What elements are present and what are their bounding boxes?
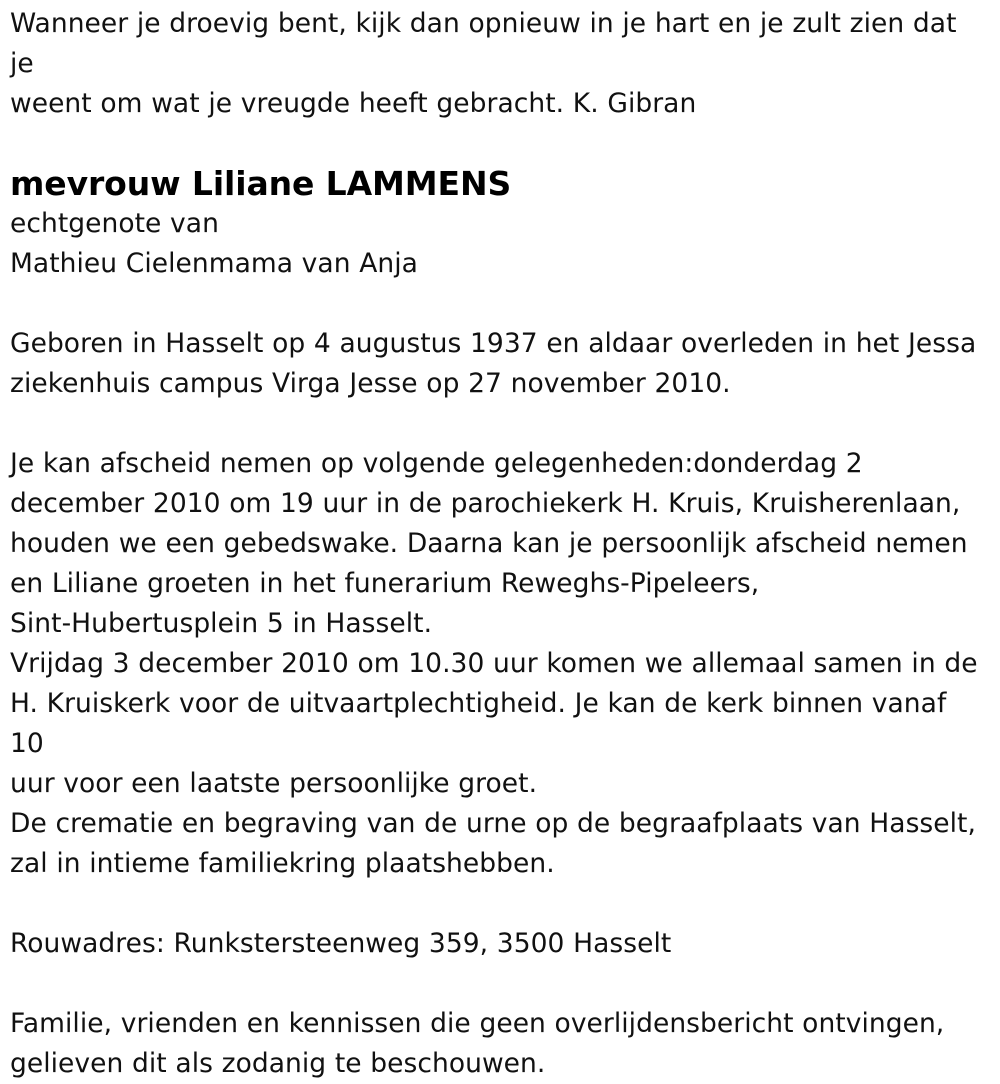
quote-paragraph <box>10 4 988 124</box>
arrangements-line-1: Je kan afscheid nemen op volgende gelegenheden:donderdag 2 <box>10 448 863 479</box>
spacer-after-relation <box>10 284 988 324</box>
spacer-after-address <box>10 964 988 1004</box>
arrangements-line-2: december 2010 om 19 uur in de parochiekerk H. Kruis, Kruisherenlaan, <box>10 488 961 519</box>
closing-paragraph <box>10 1004 988 1084</box>
closing-line-2: gelieven dit als zodanig te beschouwen. <box>10 1048 546 1079</box>
arrangements-line-4: en Liliane groeten in het funerarium Reweghs-Pipeleers, <box>10 568 760 599</box>
relation-names: Mathieu Cielenmama van Anja <box>10 248 418 279</box>
relation-label: echtgenote van <box>10 208 219 239</box>
arrangements-line-7: H. Kruiskerk voor de uitvaartplechtigheid. Je kan de kerk binnen vanaf 10 <box>10 688 956 759</box>
life-dates-paragraph <box>10 324 988 404</box>
life-line-2: ziekenhuis campus Virga Jesse op 27 november 2010. <box>10 368 731 399</box>
quote-line-1: Wanneer je droevig bent, kijk dan opnieuw in je hart en je zult zien dat je <box>10 8 966 79</box>
relation-paragraph <box>10 204 988 284</box>
spacer-after-life <box>10 404 988 444</box>
arrangements-paragraph <box>10 444 988 884</box>
arrangements-line-3: houden we een gebedswake. Daarna kan je persoonlijk afscheid nemen <box>10 528 968 559</box>
mourning-address-line: Rouwadres: Runkstersteenweg 359, 3500 Hasselt <box>10 928 672 959</box>
mourning-address-paragraph <box>10 924 988 964</box>
arrangements-line-10: zal in intieme familiekring plaatshebben. <box>10 848 555 879</box>
spacer-after-quote <box>10 124 988 164</box>
spacer-after-arrangements <box>10 884 988 924</box>
arrangements-line-5: Sint-Hubertusplein 5 in Hasselt. <box>10 608 433 639</box>
quote-line-2: weent om wat je vreugde heeft gebracht. K. Gibran <box>10 88 697 119</box>
arrangements-line-9: De crematie en begraving van de urne op de begraafplaats van Hasselt, <box>10 808 976 839</box>
arrangements-line-8: uur voor een laatste persoonlijke groet. <box>10 768 538 799</box>
life-line-1: Geboren in Hasselt op 4 augustus 1937 en aldaar overleden in het Jessa <box>10 328 977 359</box>
closing-line-1: Familie, vrienden en kennissen die geen overlijdensbericht ontvingen, <box>10 1008 945 1039</box>
arrangements-line-6: Vrijdag 3 december 2010 om 10.30 uur komen we allemaal samen in de <box>10 648 978 679</box>
deceased-name-heading: mevrouw Liliane LAMMENS <box>10 164 512 203</box>
